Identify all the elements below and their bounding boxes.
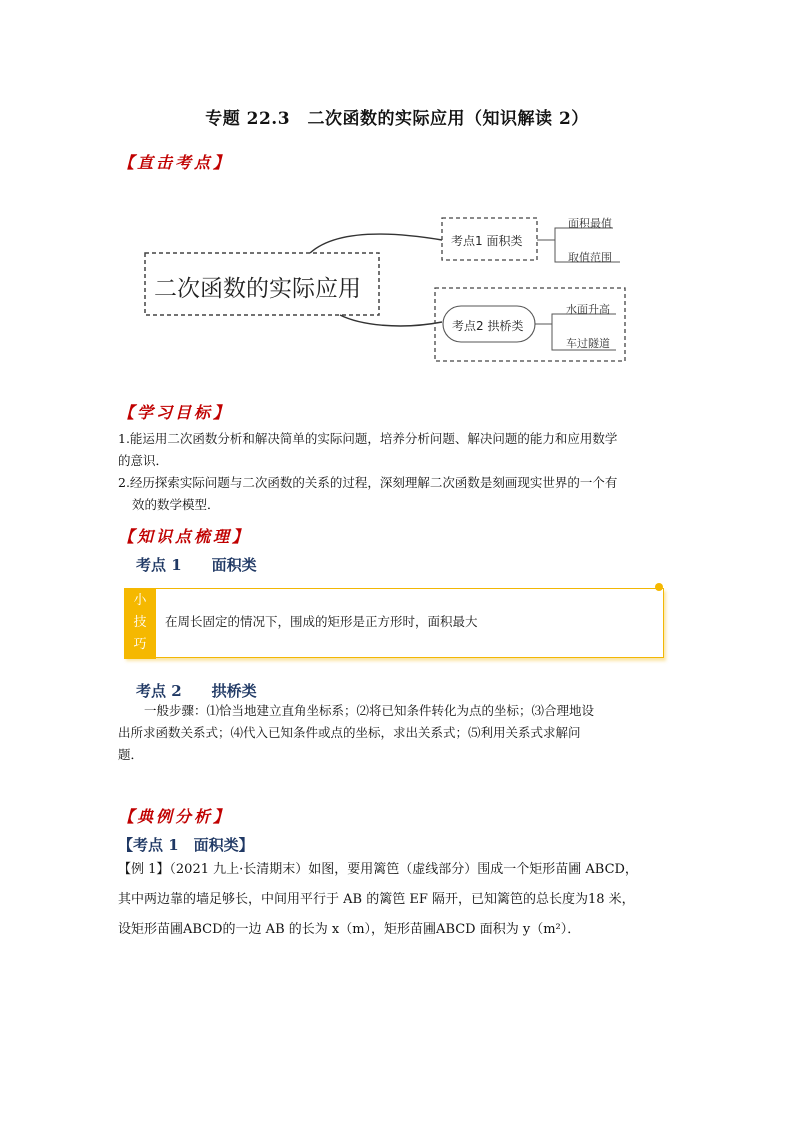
mind-map-leaf: 水面升高 (566, 303, 610, 316)
example-line: 【例 1】（2021 九上·长清期末）如图，要用篱笆（虚线部分）围成一个矩形苗圃 ABCD， (118, 862, 638, 877)
point1-heading: 考点 1 面积类 (136, 556, 257, 574)
connector-node2 (340, 315, 442, 326)
goal-line: 1.能运用二次函数分析和解决简单的实际问题，培养分析问题、解决问题的能力和应用数学 (118, 431, 618, 446)
section-heading-dianli: 【典例分析】 (118, 807, 233, 826)
example-line: 设矩形苗圃ABCD的一边 AB 的长为 x（m），矩形苗圃ABCD 面积为 y（m²）． (118, 922, 581, 937)
goal-line: 2.经历探索实际问题与二次函数的关系的过程，深刻理解二次函数是刻画现实世界的一个有 (118, 475, 618, 490)
mind-map-leaf: 取值范围 (568, 251, 612, 264)
mind-map-leaf: 车过隧道 (566, 337, 610, 350)
connector-node1 (310, 234, 442, 253)
tip-text: 在周长固定的情况下，围成的矩形是正方形时，面积最大 (165, 614, 478, 629)
mind-map-leaf: 面积最值 (568, 217, 612, 230)
tip-label: 小 技 巧 (124, 588, 156, 659)
learning-goals (118, 428, 617, 516)
point2-steps (118, 700, 688, 766)
mind-map-node2: 考点2 拱桥类 (452, 319, 524, 333)
step-line: 一般步骤：⑴恰当地建立直角坐标系；⑵将已知条件转化为点的坐标；⑶合理地设 (144, 703, 595, 718)
example-heading: 【考点 1 面积类】 (118, 836, 254, 854)
step-line: 题． (118, 747, 144, 762)
section-heading-xuexi: 【学习目标】 (118, 403, 233, 422)
mind-map-lines (0, 0, 794, 400)
section-heading-zhishi: 【知识点梳理】 (118, 527, 252, 546)
example-text (118, 855, 688, 945)
goal-line: 的意识． (118, 453, 169, 468)
point2-heading: 考点 2 拱桥类 (136, 682, 257, 700)
mind-map-main: 二次函数的实际应用 (154, 276, 361, 302)
step-line: 出所求函数关系式；⑷代入已知条件或点的坐标，求出关系式；⑸利用关系式求解问 (118, 725, 581, 740)
goal-line: 效的数学模型． (132, 497, 220, 512)
mind-map (0, 0, 794, 400)
section-heading-zhiji: 【直击考点】 (118, 153, 233, 172)
page-title: 专题 22.3 二次函数的实际应用（知识解读 2） (205, 109, 589, 129)
example-line: 其中两边靠的墙足够长，中间用平行于 AB 的篱笆 EF 隔开，已知篱笆的总长度为18 米， (118, 892, 635, 907)
mind-map-node1: 考点1 面积类 (451, 234, 523, 248)
tip-dot-icon (655, 583, 663, 591)
